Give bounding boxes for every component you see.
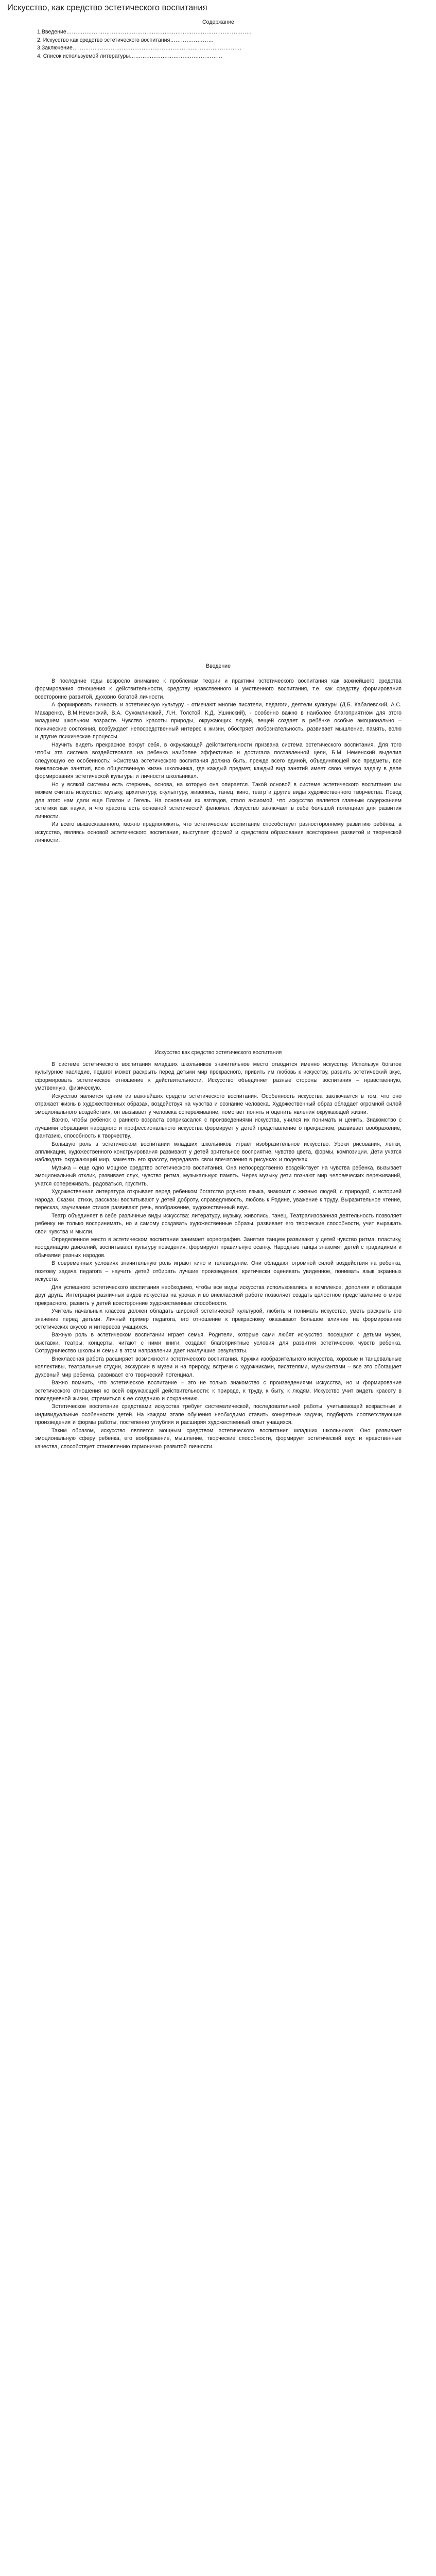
paragraph: А формировать личность и эстетическую культуру, - отмечают многие писатели, педагоги, деятели культуры (Д.Б. Кабалевский, А.С. Макаренко, В.М.Неменский, В.А. Сухомлинский, Л.Н. Толстой, К.Д. Ушинский), - особенно важно в наиболее благоприятном для этого младшем школьном возрасте. Чувство красоты природы, окружающих людей, вещей создает в ребёнке особые эмоционально – психические состояния, возбуждает непосредственный интерес к жизни, обостряет любознательность, развивает мышление, память, волю и другие психические процессы. — [35, 702, 402, 740]
paragraph: Музыка – еще одно мощное средство эстетического воспитания. Она непосредственно воздействует на чувства ребенка, вызывает эмоциональный отклик, развивает слух, чувство ритма, музыкальную память. Через музыку дети познают мир человеческих переживаний, учатся сопереживать, радоваться, грустить. — [35, 1164, 402, 1187]
toc-item: 4. Список используемой литературы…………………………………………… — [37, 53, 223, 59]
paragraph: В системе эстетического воспитания младших школьников значительное место отводится именно искусству. Используя богатое культурное наследие, педагог может раскрыть перед детьми мир прекрасного, привить им любовь к искусству, развить эстетический вкус, сформировать эстетическое отношение к действительности. Искусство объединяет разные стороны воспитания – нравственную, умственную, физическую. — [35, 1061, 402, 1092]
paragraph: Эстетическое воспитание средствами искусства требует систематической, последовательной работы, учитывающей возрастные и индивидуальные особенности детей. На каждом этапе обучения необходимо ставить конкретные задачи, подбирать соответствующие произведения и формы работы, постепенно углубляя и расширяя художественный опыт учащихся. — [35, 1403, 402, 1426]
paragraph: Но у всякой системы есть стержень, основа, на которую она опирается. Такой основой в системе эстетического воспитания мы можем считать искусство: музыку, архитектуру, скульптуру, живопись, танец, кино, театр и другие виды художественного творчества. Повод для этого нам дали еще Платон и Гегель. На основании их взглядов, стало аксиомой, что искусство является главным содержанием эстетики как науки, и что красота есть основной эстетический феномен. Искусство заключает в себе большой потенциал для развития личности. — [35, 781, 402, 820]
paragraph: Из всего вышесказанного, можно предположить, что эстетическое воспитание способствует разностороннему развитию ребёнка, а искусство, являясь основой эстетического воспитания, выступает формой и средством образования всесторонне развитой и творческой личности. — [35, 821, 402, 844]
intro-heading: Введение — [206, 663, 231, 669]
paragraph: Определенное место в эстетическом воспитании занимает хореография. Занятия танцем развивают у детей чувство ритма, пластику, координацию движений, воспитывают культуру поведения, формируют правильную осанку. Народные танцы знакомят детей с традициями и обычаями разных народов. — [35, 1236, 402, 1259]
paragraph: Важную роль в эстетическом воспитании играет семья. Родители, которые сами любят искусство, посещают с детьми музеи, выставки, театры, концерты, читают с ними книги, создают благоприятные условия для развития эстетических чувств ребенка. Сотрудничество школы и семьи в этом направлении дает наилучшие результаты. — [35, 1332, 402, 1354]
intro-section — [35, 663, 402, 845]
toc-item: 2. Искусство как средство эстетического воспитания…………………… — [37, 37, 214, 43]
paragraph: Важно, чтобы ребенок с раннего возраста соприкасался с произведениями искусства, учился их понимать и ценить. Знакомство с лучшими образцами народного и профессионального искусства формирует у детей представление о прекрасном, развивает воображение, фантазию, способность к творчеству. — [35, 1117, 402, 1140]
paragraph: Научить видеть прекрасное вокруг себя, в окружающей действительности призвана система эстетического воспитания. Для того чтобы эта система воздействовала на ребенка наиболее эффективно и достигала поставленной цели, Б.М. Неменский выделил следующую ее особенность: «Система эстетического воспитания должна быть, прежде всего единой, объединяющей все предметы, все внеклассные занятия, всю общественную жизнь школьника, где каждый предмет, каждый вид занятий имеет свою четкую задачу в деле формирования эстетической культуры и личности школьника». — [35, 741, 402, 780]
paragraph: Искусство является одним из важнейших средств эстетического воспитания. Особенность искусства заключается в том, что оно отражает жизнь в художественных образах, воздействуя на чувства и сознание человека. Художественный образ обладает огромной силой эмоционального воздействия, он вызывает у человека сопереживание, помогает понять и оценить явления окружающей жизни. — [35, 1093, 402, 1115]
table-of-contents — [35, 19, 402, 60]
toc-heading: Содержание — [202, 19, 234, 25]
toc-item: 1.Введение………………………………………………………………………………………… — [37, 29, 252, 35]
toc-item: 3.Заключение………………………………………………………………………………… — [37, 45, 242, 51]
paragraph: Учитель начальных классов должен обладать широкой эстетической культурой, любить и понимать искусство, уметь раскрыть его значение перед детьми. Личный пример педагога, его отношение к прекрасному оказывают большое влияние на формирование эстетических вкусов и интересов учащихся. — [35, 1308, 402, 1330]
paragraph: Внеклассная работа расширяет возможности эстетического воспитания. Кружки изобразительного искусства, хоровые и танцевальные коллективы, театральные студии, экскурсии в музеи и на природу, встречи с художниками, писателями, музыкантами – все это обогащает духовный мир ребенка, развивает его творческий потенциал. — [35, 1355, 402, 1378]
page-title: Искусство, как средство эстетического воспитания — [7, 3, 207, 12]
paragraph: Театр объединяет в себе различные виды искусства: литературу, музыку, живопись, танец. Театрализованная деятельность позволяет ребенку не только воспринимать, но и самому создавать художественные образы, развивает его творческие способности, учит выражать свои чувства и мысли. — [35, 1212, 402, 1235]
main-section — [35, 1044, 402, 1451]
paragraph: Для успешного эстетического воспитания необходимо, чтобы все виды искусства использовались в комплексе, дополняя и обогащая друг друга. Интеграция различных видов искусства на уроках и во внеклассной работе позволяет создать целостное представление о мире прекрасного, развить у детей всесторонние художественные способности. — [35, 1284, 402, 1307]
paragraph: В современных условиях значительную роль играют кино и телевидение. Они обладают огромной силой воздействия на ребенка, поэтому задача педагога – научить детей отбирать лучшие произведения, критически оценивать увиденное, понимать язык экранных искусств. — [35, 1260, 402, 1283]
paragraph: Художественная литература открывает перед ребенком богатство родного языка, знакомит с жизнью людей, с природой, с историей народа. Сказки, стихи, рассказы воспитывают у детей доброту, справедливость, любовь к Родине, уважение к труду. Выразительное чтение, пересказ, заучивание стихов развивают речь, воображение, художественный вкус. — [35, 1189, 402, 1211]
paragraph: В последние годы возросло внимание к проблемам теории и практики эстетического воспитания как важнейшего средства формирования отношения к действительности, средству нравственного и умственного воспитания, т.е. как средству формирования всесторонне развитой, духовно богатой личности. — [35, 678, 402, 700]
main-heading: Искусство как средство эстетического воспитания — [154, 1049, 282, 1056]
paragraph: Таким образом, искусство является мощным средством эстетического воспитания младших школьников. Оно развивает эмоциональную сферу ребенка, его воображение, мышление, творческие способности, формирует эстетический вкус и нравственные качества, способствует становлению гармонично развитой личности. — [35, 1427, 402, 1450]
toc-list — [35, 28, 402, 60]
paragraph: Важно помнить, что эстетическое воспитание – это не только знакомство с произведениями искусства, но и формирование эстетического отношения ко всей окружающей действительности: к природе, к труду, к быту, к людям. Искусство учит видеть красоту в повседневной жизни, стремиться к ее созданию и сохранению. — [35, 1380, 402, 1402]
paragraph: Большую роль в эстетическом воспитании младших школьников играет изобразительное искусство. Уроки рисования, лепки, аппликации, художественного конструирования развивают у детей зрительное восприятие, чувство цвета, формы, композиции. Дети учатся наблюдать окружающий мир, замечать его красоту, передавать свои впечатления в рисунках и поделках. — [35, 1141, 402, 1163]
